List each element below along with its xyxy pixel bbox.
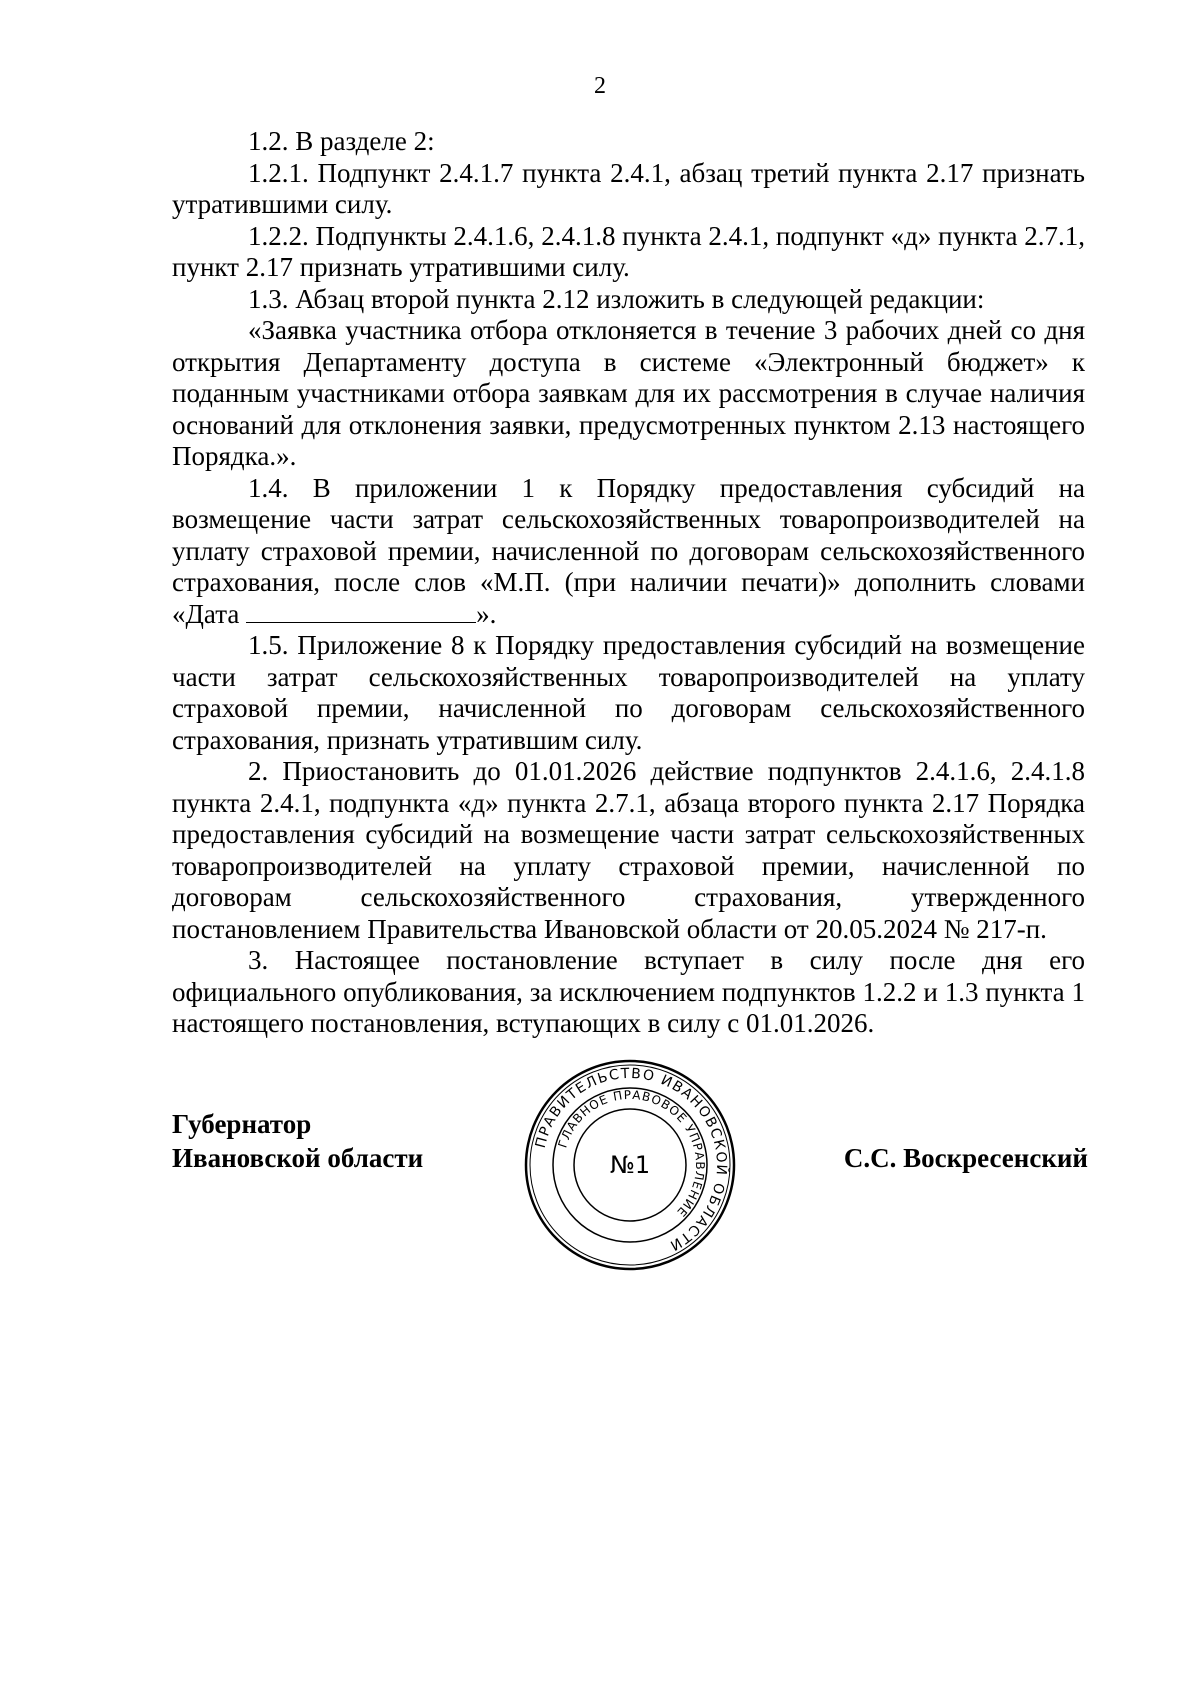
paragraph-1-2-1: 1.2.1. Подпункт 2.4.1.7 пункта 2.4.1, абзац третий пункта 2.17 признать утратившими силу. bbox=[172, 157, 1085, 219]
page-number: 2 bbox=[594, 73, 606, 99]
paragraph-1-5: 1.5. Приложение 8 к Порядку предоставления субсидий на возмещение части затрат сельскохозяйственных товаропроизводителей на уплату страховой премии, начисленной по договорам сельскохозяйственного страхования, признать утратившим силу. bbox=[172, 630, 1085, 755]
signatory-title-line-2: Ивановской области bbox=[172, 1143, 424, 1173]
official-seal bbox=[522, 1057, 738, 1273]
seal-inner-text: ГЛАВНОЕ ПРАВОВОЕ УПРАВЛЕНИЕ bbox=[555, 1087, 708, 1220]
paragraph-3: 3. Настоящее постановление вступает в силу после дня его официального опубликования, за исключением подпунктов 1.2.2 и 1.3 пункта 1 настоящего постановления, вступающих в силу с 01.01.2026. bbox=[172, 945, 1085, 1038]
paragraph-1-4-text: 1.4. В приложении 1 к Порядку предоставления субсидий на возмещение части затрат сельскохозяйственных товаропроизводителей на уплату страховой премии, начисленной по договорам сельскохозяйственного страхования, после слов «М.П. (при наличии печати)» дополнить словами «Дата bbox=[172, 472, 1085, 629]
paragraph-2: 2. Приостановить до 01.01.2026 действие подпунктов 2.4.1.6, 2.4.1.8 пункта 2.4.1, подпункта «д» пункта 2.7.1, абзаца второго пункта 2.17 Порядка предоставления субсидий на возмещение части затрат сельскохозяйственных товаропроизводителей на уплату страховой премии, начисленной по договорам сельскохозяйственного страхования, утвержденного постановлением Правительства Ивановской области от 20.05.2024 № 217-п. bbox=[172, 756, 1085, 944]
paragraph-1-2-2: 1.2.2. Подпункты 2.4.1.6, 2.4.1.8 пункта 2.4.1, подпункт «д» пункта 2.7.1, пункт 2.17 признать утратившими силу. bbox=[172, 220, 1085, 282]
seal-center-number: №1 bbox=[609, 1151, 651, 1179]
signatory-title bbox=[172, 1107, 423, 1175]
signatory-title-line-1: Губернатор bbox=[172, 1109, 312, 1139]
document-body bbox=[172, 126, 1085, 1040]
paragraph-1-3: 1.3. Абзац второй пункта 2.12 изложить в следующей редакции: bbox=[248, 283, 985, 314]
seal-outer-text: ПРАВИТЕЛЬСТВО ИВАНОВСКОЙ ОБЛАСТИ bbox=[532, 1065, 730, 1254]
paragraph-quote: «Заявка участника отбора отклоняется в течение 3 рабочих дней со дня открытия Департаменту доступа в системе «Электронный бюджет» к поданным участниками отбора заявкам для их рассмотрения в случае наличия оснований для отклонения заявки, предусмотренных пунктом 2.13 настоящего Порядка.». bbox=[172, 315, 1085, 471]
paragraph-1-2: 1.2. В разделе 2: bbox=[248, 126, 435, 156]
date-blank-line bbox=[246, 600, 476, 623]
signatory-name: С.С. Воскресенский bbox=[843, 1143, 1088, 1173]
paragraph-1-4 bbox=[172, 473, 1085, 631]
paragraph-1-4-tail: ». bbox=[476, 598, 497, 629]
